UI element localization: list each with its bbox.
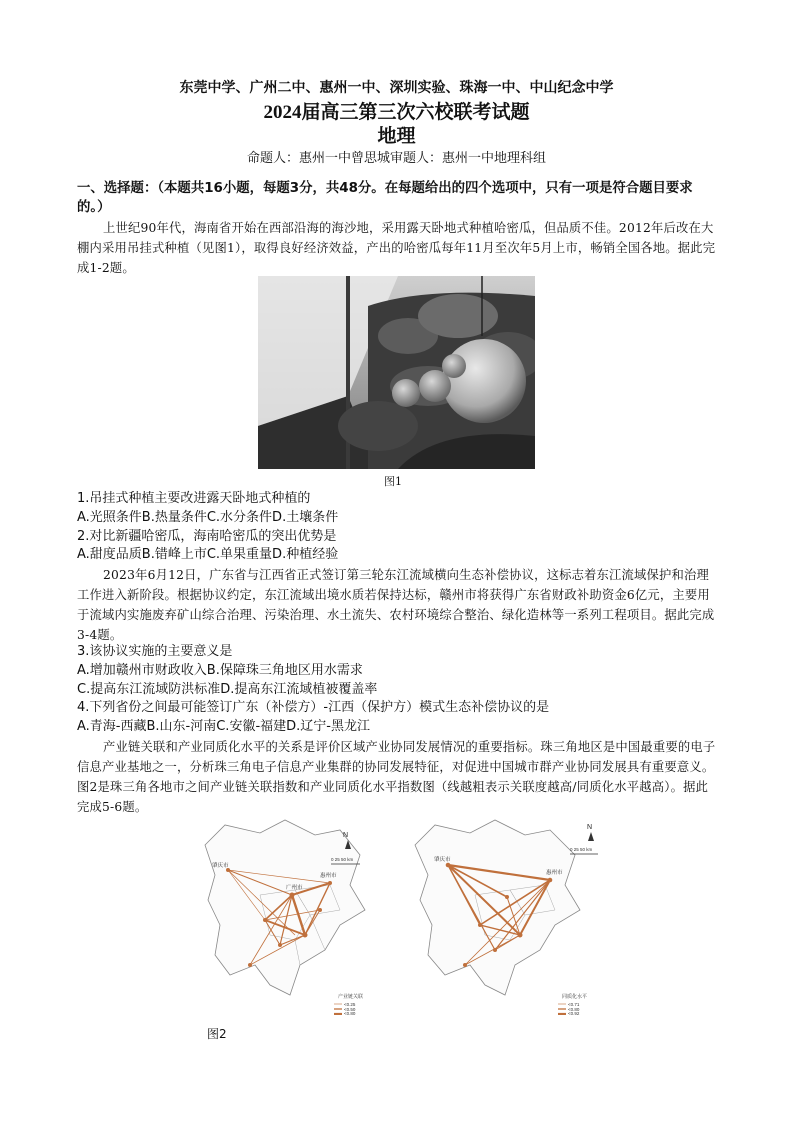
passage-1: 上世纪90年代，海南省开始在西部沿海的海沙地，采用露天卧地式种植哈密瓜，但品质不佳。2012年后改在大棚内采用吊挂式种植（见图1），取得良好经济效益，产出的哈密瓜每年11月至次年5月上市，畅销全国各地。据此完成1-2题。	[77, 221, 716, 275]
map-left-north-label: N	[343, 832, 349, 839]
homogeneity-map	[410, 815, 600, 1019]
melon-photo-drawing	[258, 276, 535, 469]
melon-photo	[258, 276, 535, 469]
subject-title: 地理	[377, 125, 416, 147]
linkage-map	[200, 815, 370, 1019]
map-right-legend-item-1: <0.71	[568, 1002, 580, 1007]
passage-2: 2023年6月12日，广东省与江西省正式签订第三轮东江流域横向生态补偿协议，这标志着东江流域保护和治理工作进入新阶段。根据协议约定，东江流域出境水质若保持达标，赣州市将获得广东省财政补助资金6亿元，主要用于流域内实施废弃矿山综合治理、污染治理、水土流失、农村环境综合整治、绿化造林等一系列工程项目。据此完成3-4题。	[77, 568, 715, 642]
map-left-city-huizhou: 惠州市	[320, 873, 337, 879]
homogeneity-map-drawing	[410, 815, 600, 1015]
question-3-stem: 3.该协议实施的主要意义是	[77, 644, 233, 659]
map-left-legend-item-1: <0.25	[344, 1002, 356, 1007]
map-left-scale: 0 25 50 km	[331, 857, 354, 862]
authors-line: 命题人：惠州一中曾思城审题人：惠州一中地理科组	[246, 151, 546, 166]
exam-title: 2024届高三第三次六校联考试题	[263, 102, 530, 123]
figure-2-caption: 图2	[207, 1027, 227, 1041]
map-right-north-label: N	[587, 824, 593, 831]
question-4-options: A.青海-西藏B.山东-河南C.安徽-福建D.辽宁-黑龙江	[77, 719, 370, 734]
map-right-legend-title: 同质化水平	[562, 994, 588, 1000]
question-3-options-cd: C.提高东江流域防洪标准D.提高东江流域植被覆盖率	[77, 682, 378, 697]
map-left-city-zhaoqing: 肇庆市	[212, 863, 229, 869]
map-right-city-zhaoqing: 肇庆市	[434, 857, 451, 863]
question-3-options-ab: A.增加赣州市财政收入B.保障珠三角地区用水需求	[77, 663, 363, 678]
question-2-stem: 2.对比新疆哈密瓜，海南哈密瓜的突出优势是	[77, 529, 337, 544]
passage-3: 产业链关联和产业同质化水平的关系是评价区域产业协同发展情况的重要指标。珠三角地区是中国最重要的电子信息产业基地之一，分析珠三角电子信息产业集群的协同发展特征，对促进中国城市群产业协同发展具有重要意义。图2是珠三角各地市之间产业链关联指数和产业同质化水平指数图（线越粗表示关联度越高/同质化水平越高）。据此完成5-6题。	[77, 740, 716, 814]
map-right-city-huizhou: 惠州市	[546, 870, 563, 876]
linkage-map-drawing	[200, 815, 370, 1015]
figure-1-caption: 图1	[384, 475, 402, 488]
north-arrow-icon	[588, 832, 594, 841]
map-right-legend-item-3: <0.92	[568, 1011, 580, 1015]
map-left-legend-item-2: <0.50	[344, 1007, 356, 1012]
question-1-options: A.光照条件B.热量条件C.水分条件D.土壤条件	[77, 510, 339, 525]
map-right-scale: 0 25 50 km	[570, 847, 593, 852]
question-4-stem: 4.下列省份之间最可能签订广东（补偿方）-江西（保护方）模式生态补偿协议的是	[77, 700, 550, 715]
map-left-legend-item-3: <0.80	[344, 1011, 356, 1015]
map-left-city-guangzhou: 广州市	[286, 885, 303, 891]
question-2-options: A.甜度品质B.错峰上市C.单果重量D.种植经验	[77, 547, 339, 562]
map-right-legend-item-2: <0.80	[568, 1007, 580, 1012]
section-title: 一、选择题：（本题共16小题，每题3分，共48分。在每题给出的四个选项中，只有一项是符合题目要求的。）	[77, 181, 693, 215]
map-left-legend-title: 产业链关联	[338, 994, 364, 1000]
school-list: 东莞中学、广州二中、惠州一中、深圳实验、珠海一中、中山纪念中学	[179, 80, 614, 96]
question-1-stem: 1.吊挂式种植主要改进露天卧地式种植的	[77, 491, 311, 506]
